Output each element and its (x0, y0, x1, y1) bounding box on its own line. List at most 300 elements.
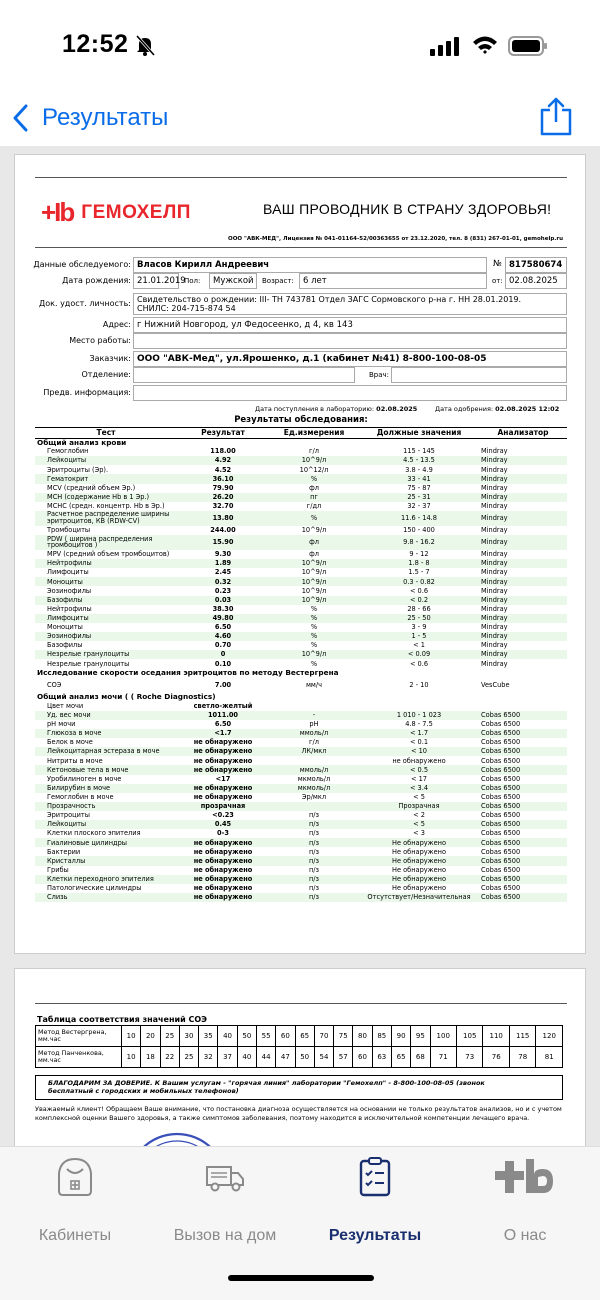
result-value: 0.45 (177, 820, 269, 829)
analyzer: Cobas 6500 (479, 765, 567, 774)
analyzer: Mindray (479, 650, 567, 659)
reference-range: Не обнаружено (359, 875, 479, 884)
analyzer: Cobas 6500 (479, 747, 567, 756)
result-value: 7.00 (214, 680, 232, 689)
license-line: ООО "АВК-МЕД", Лицензия № 041-01164-52/00363655 от 23.12.2020, тел. 8 (831) 267-01-01, gemohelp.ru (228, 236, 563, 242)
westergren-value: 10 (122, 1026, 141, 1047)
results-row (35, 586, 567, 595)
field-customer (35, 351, 567, 367)
work-value (133, 333, 567, 349)
reference-range: 4.5 - 13.5 (359, 456, 479, 465)
results-title: Результаты обследования: (234, 415, 368, 425)
result-value: 9.30 (214, 550, 232, 559)
analyzer: Mindray (479, 456, 567, 465)
address-label: Адрес: (102, 320, 131, 329)
result-value: 1.89 (177, 559, 269, 568)
results-row (35, 711, 567, 720)
unit: г/дл (306, 502, 322, 511)
westergren-value: 75 (334, 1026, 353, 1047)
test-name: Нейтрофилы (35, 559, 177, 568)
results-table (35, 427, 567, 902)
test-name: Гиалиновые цилиндры (35, 838, 177, 847)
results-section-row (35, 668, 567, 677)
results-row (35, 526, 567, 535)
reference-range: < 2 (413, 811, 425, 820)
panchenkov-value: 78 (509, 1047, 535, 1068)
analyzer: Mindray (481, 465, 508, 474)
reference-range: Не обнаружено (359, 856, 479, 865)
results-row (35, 802, 567, 811)
reference-range: < 0.6 (409, 586, 429, 595)
panchenkov-value: 57 (334, 1047, 353, 1068)
results-row (35, 659, 567, 668)
thanks-line-2: бесплатный с городских и мобильных телефонов) (48, 1087, 239, 1096)
unit: % (310, 641, 318, 650)
panchenkov-value: 50 (295, 1047, 314, 1068)
results-section-row (35, 438, 567, 447)
unit: 10^9/л (269, 456, 359, 465)
field-work (35, 333, 567, 349)
results-row (35, 747, 567, 756)
result-value: 38.30 (212, 604, 234, 613)
analyzer: Mindray (479, 632, 567, 641)
unit: % (310, 623, 318, 632)
unit: % (310, 659, 318, 668)
result-value: не обнаружено (193, 847, 253, 856)
results-row (35, 474, 567, 483)
unit: - (269, 711, 359, 720)
unit: мкмоль/л (297, 774, 331, 783)
test-name: Лимфоциты (35, 614, 177, 623)
analyzer: Cobas 6500 (479, 820, 567, 829)
section-title: Общий анализ крови (35, 438, 567, 447)
test-name: Моноциты (47, 623, 83, 632)
reference-range: < 0.5 (359, 765, 479, 774)
from-label: от: (492, 277, 503, 285)
home-indicator[interactable] (228, 1275, 374, 1281)
test-name: Эритроциты (47, 811, 90, 820)
unit: 10^12/л (299, 465, 329, 474)
reference-range: Не обнаружено (392, 865, 446, 874)
reference-range: Прозрачная (359, 802, 479, 811)
results-row (35, 456, 567, 465)
result-value: 26.20 (177, 493, 269, 502)
test-name: PDW ( ширина распределения тромбоцитов ) (35, 535, 177, 550)
reference-range: 11.6 - 14.8 (359, 511, 479, 526)
results-row (35, 875, 567, 884)
test-name: MCV (средний объем Эр.) (47, 483, 136, 492)
test-name: pH мочи (47, 720, 76, 729)
field-document (35, 293, 567, 315)
analyzer: Cobas 6500 (479, 784, 567, 793)
result-value: 118.00 (210, 447, 236, 456)
results-row (35, 550, 567, 559)
test-name: Кетоновые тела в моче (35, 765, 177, 774)
reference-range: 3 - 9 (411, 623, 427, 632)
panchenkov-value: 60 (353, 1047, 372, 1068)
result-value: 49.80 (177, 614, 269, 623)
received-date (255, 405, 417, 413)
test-name: Клетки переходного эпителия (35, 875, 177, 884)
unit: п/з (269, 838, 359, 847)
unit: 10^9/л (269, 596, 359, 605)
unit: пг (269, 493, 359, 502)
analyzer: Mindray (481, 604, 508, 613)
tab-about[interactable] (450, 1147, 600, 1247)
reference-range: 9 - 12 (409, 550, 429, 559)
unit: % (269, 614, 359, 623)
analyzer: Cobas 6500 (479, 711, 567, 720)
reference-range: не обнаружено (392, 756, 446, 765)
doc-line-2: СНИЛС: 204-715-874 54 (137, 304, 236, 313)
tab-results[interactable] (300, 1147, 450, 1247)
westergren-value: 50 (237, 1026, 256, 1047)
result-value: не обнаружено (193, 756, 253, 765)
test-name: Гемоглобин в моче (47, 792, 114, 801)
results-row (35, 820, 567, 829)
tab-results-label: Результаты (328, 1227, 422, 1244)
panchenkov-row (36, 1047, 563, 1068)
back-label: Результаты (42, 104, 169, 131)
analyzer: Mindray (479, 614, 567, 623)
unit: 10^9/л (301, 586, 327, 595)
results-row (35, 893, 567, 902)
result-value: 0.70 (214, 641, 232, 650)
test-name: Глюкоза в моче (35, 729, 177, 738)
results-column-header: Должные значения (359, 428, 479, 439)
tab-cabinets[interactable] (0, 1147, 150, 1247)
sex-value: Мужской (209, 273, 257, 289)
analyzer: Cobas 6500 (479, 838, 567, 847)
unit: мм/ч (305, 680, 323, 689)
unit: фл (309, 550, 319, 559)
reference-range: 4.8 - 7.5 (405, 720, 433, 729)
test-name: Эритроциты (Эр). (47, 465, 109, 474)
number-value: 817580674 (505, 257, 567, 273)
results-row (35, 484, 567, 493)
test-name: Слизь (35, 893, 177, 902)
analyzer: Cobas 6500 (479, 729, 567, 738)
received-value: 02.08.2025 (376, 405, 418, 413)
result-value: 36.10 (177, 474, 269, 483)
result-value: светло-желтый (193, 701, 253, 710)
test-name: Базофилы (35, 596, 177, 605)
unit: п/з (308, 811, 320, 820)
patient-value: Власов Кирилл Андреевич (133, 257, 487, 273)
result-value: не обнаружено (193, 884, 253, 893)
unit: ммоль/л (269, 729, 359, 738)
reference-range: 150 - 400 (403, 526, 435, 535)
tab-about-label: О нас (503, 1227, 547, 1244)
test-name: Лейкоциты (35, 820, 177, 829)
unit: п/з (308, 847, 320, 856)
result-value: не обнаружено (193, 792, 253, 801)
result-value: 15.90 (177, 535, 269, 550)
results-row (35, 511, 567, 526)
unit: 10^9/л (269, 559, 359, 568)
result-value: 0.23 (214, 586, 232, 595)
wifi-icon (472, 34, 498, 56)
doctor-label: Врач: (369, 371, 390, 379)
result-value: не обнаружено (177, 856, 269, 865)
westergren-value: 90 (391, 1026, 410, 1047)
reference-range: < 1.7 (359, 729, 479, 738)
customer-label: Заказчик: (89, 354, 131, 363)
back-button[interactable] (12, 100, 168, 136)
reference-range: < 0.2 (359, 596, 479, 605)
results-row (35, 535, 567, 550)
header-rule (35, 247, 567, 248)
test-name: Эозинофилы (47, 586, 92, 595)
westergren-value: 25 (160, 1026, 179, 1047)
reference-range: 2 - 10 (409, 680, 429, 689)
results-row (35, 678, 567, 693)
from-value: 02.08.2025 (505, 273, 567, 289)
field-address (35, 317, 567, 333)
field-dob (35, 273, 567, 289)
results-row (35, 605, 567, 614)
analyzer: Mindray (481, 623, 508, 632)
test-name: СОЭ (47, 680, 62, 689)
result-value: <17 (215, 774, 231, 783)
test-name: Незрелые гранулоциты (47, 659, 130, 668)
test-name: Прозрачность (35, 802, 177, 811)
reference-range: 33 - 41 (359, 474, 479, 483)
unit: ЛК/мкл (269, 747, 359, 756)
westergren-value: 20 (141, 1026, 160, 1047)
analyzer: Cobas 6500 (479, 802, 567, 811)
panchenkov-value: 54 (314, 1047, 333, 1068)
department-value (133, 367, 355, 383)
number-label: № (490, 257, 505, 273)
result-value: 0.32 (177, 577, 269, 586)
soe-table-title: Таблица соответствия значений СОЭ (37, 1015, 208, 1024)
unit: п/з (269, 893, 359, 902)
results-row (35, 447, 567, 456)
tab-home-visit[interactable] (150, 1147, 300, 1247)
reference-range: Не обнаружено (392, 847, 446, 856)
slogan: ВАШ ПРОВОДНИК В СТРАНУ ЗДОРОВЬЯ! (263, 201, 552, 217)
page2-rule (35, 1003, 567, 1004)
westergren-value: 35 (199, 1026, 218, 1047)
result-value: 4.52 (214, 465, 232, 474)
analyzer: Mindray (481, 659, 508, 668)
report-page-2 (14, 968, 586, 1168)
panchenkov-value: 76 (483, 1047, 509, 1068)
panchenkov-value: 47 (276, 1047, 295, 1068)
results-row (35, 632, 567, 641)
westergren-value: 55 (256, 1026, 275, 1047)
westergren-value: 40 (218, 1026, 237, 1047)
reference-range: < 5 (413, 792, 425, 801)
unit: % (269, 474, 359, 483)
reference-range: < 3.4 (359, 784, 479, 793)
result-value: 2.45 (214, 568, 232, 577)
westergren-value: 110 (483, 1026, 509, 1047)
test-name: Цвет мочи (47, 701, 84, 710)
age-label: Возраст: (262, 277, 294, 285)
brand-name-b: ХЕЛП (136, 201, 191, 223)
analyzer: Mindray (479, 474, 567, 483)
test-name: Билирубин в моче (35, 784, 177, 793)
report-page-1 (14, 154, 586, 954)
unit: фл (309, 483, 319, 492)
analyzer: Cobas 6500 (481, 792, 521, 801)
prev-info-value (133, 385, 567, 401)
results-row (35, 847, 567, 856)
share-icon[interactable] (538, 96, 574, 136)
results-row (35, 756, 567, 765)
reference-range: 1 010 - 1 023 (359, 711, 479, 720)
results-row (35, 702, 567, 711)
result-value: не обнаружено (193, 738, 253, 747)
result-value: не обнаружено (177, 875, 269, 884)
panchenkov-value: 71 (430, 1047, 456, 1068)
test-name: Лимфоциты (47, 568, 89, 577)
results-row (35, 493, 567, 502)
test-name: Клетки плоского эпителия (47, 829, 141, 838)
unit: мкмоль/л (269, 784, 359, 793)
analyzer: Cobas 6500 (481, 847, 521, 856)
test-name: Лейкоциты (35, 456, 177, 465)
unit: 10^9/л (301, 526, 327, 535)
results-row (35, 623, 567, 632)
reference-range: < 5 (359, 820, 479, 829)
panchenkov-value: 65 (391, 1047, 410, 1068)
westergren-label: Метод Вестергрена, мм.час (36, 1026, 122, 1047)
customer-value: ООО "АВК-Мед", ул.Ярошенко, д.1 (кабинет №41) 8-800-100-08-05 (133, 351, 567, 367)
doc-line-1: Свидетельство о рождении: III- ТН 743781 Отдел ЗАГС Сормовского р-на г. НН 28.01.2019. (137, 295, 522, 304)
age-value: 6 лет (299, 273, 487, 289)
panchenkov-value: 32 (199, 1047, 218, 1068)
westergren-value: 60 (276, 1026, 295, 1047)
reference-range: 0.3 - 0.82 (359, 577, 479, 586)
reference-range: 25 - 31 (359, 493, 479, 502)
panchenkov-value: 44 (256, 1047, 275, 1068)
analyzer: Cobas 6500 (479, 875, 567, 884)
analyzer: Cobas 6500 (481, 738, 521, 747)
result-value: прозрачная (177, 802, 269, 811)
panchenkov-value: 73 (456, 1047, 482, 1068)
document-viewer[interactable] (0, 146, 600, 1146)
test-name: Грибы (47, 865, 69, 874)
results-row (35, 811, 567, 820)
test-name: Кристаллы (35, 856, 177, 865)
unit: Эр/мкл (301, 792, 327, 801)
results-column-header: Ед.измерения (269, 428, 359, 439)
results-row (35, 829, 567, 838)
result-value: не обнаружено (177, 784, 269, 793)
panchenkov-label: Метод Панченкова, мм.час (36, 1047, 122, 1068)
reference-range: Не обнаружено (392, 884, 446, 893)
analyzer: Cobas 6500 (481, 774, 521, 783)
address-value: г Нижний Новгород, ул Федосеенко, д 4, кв 143 (133, 317, 567, 333)
reference-range: 3.8 - 4.9 (405, 465, 433, 474)
dob-value: 21.01.2019 (133, 273, 179, 289)
received-label: Дата поступления в лабораторию: (255, 405, 375, 413)
sex-label: Пол: (184, 277, 201, 285)
test-name: Гематокрит (35, 474, 177, 483)
result-value: не обнаружено (177, 893, 269, 902)
result-value: 79.90 (212, 483, 234, 492)
unit (269, 702, 359, 711)
gemohelp-mark-icon: +Ib (41, 197, 74, 227)
unit: п/з (308, 884, 320, 893)
reference-range: 115 - 145 (403, 447, 435, 456)
unit: фл (269, 535, 359, 550)
westergren-value: 120 (536, 1026, 563, 1047)
results-row (35, 838, 567, 847)
reference-range: 75 - 87 (407, 483, 431, 492)
analyzer: Cobas 6500 (479, 856, 567, 865)
result-value: 4.92 (177, 456, 269, 465)
analyzer: Cobas 6500 (481, 720, 521, 729)
analyzer: Cobas 6500 (481, 811, 521, 820)
unit: ммоль/л (269, 765, 359, 774)
approved-date (435, 405, 559, 413)
patient-label: Данные обследуемого: (33, 260, 131, 269)
westergren-value: 95 (411, 1026, 430, 1047)
tab-cabinets-label: Кабинеты (38, 1227, 112, 1244)
soe-table (35, 1025, 563, 1068)
truck-icon (203, 1155, 247, 1199)
result-value: не обнаружено (177, 838, 269, 847)
reference-range (359, 702, 479, 711)
reference-range: < 0.09 (359, 650, 479, 659)
unit: % (269, 511, 359, 526)
results-row (35, 650, 567, 659)
analyzer: Cobas 6500 (481, 756, 521, 765)
westergren-value: 85 (372, 1026, 391, 1047)
westergren-value: 65 (295, 1026, 314, 1047)
reference-range: < 0.1 (409, 738, 429, 747)
result-value: не обнаружено (177, 747, 269, 756)
reference-range: Отсутствует/Незначительная (359, 893, 479, 902)
gemohelp-logo (41, 197, 191, 228)
reference-range: 1.5 - 7 (408, 568, 430, 577)
results-row (35, 884, 567, 893)
results-row (35, 465, 567, 474)
field-patient (35, 257, 567, 273)
test-name: MCH (содержание Hb в 1 Эр.) (35, 493, 177, 502)
reference-range: < 17 (410, 774, 427, 783)
analyzer: Mindray (479, 577, 567, 586)
analyzer: Mindray (481, 641, 508, 650)
unit: г/л (309, 447, 319, 456)
results-header-row (35, 428, 567, 439)
dob-label: Дата рождения: (62, 276, 131, 285)
test-name: Тромбоциты (47, 526, 91, 535)
test-name: Моноциты (35, 577, 177, 586)
analyzer: Cobas 6500 (481, 884, 521, 893)
analyzer: Mindray (481, 483, 508, 492)
approved-value: 02.08.2025 12:02 (495, 405, 560, 413)
results-clipboard-icon (353, 1155, 397, 1199)
results-row (35, 641, 567, 650)
results-column-header: Результат (177, 428, 269, 439)
westergren-value: 30 (179, 1026, 198, 1047)
results-column-header: Тест (35, 428, 177, 439)
analyzer: Cobas 6500 (481, 865, 521, 874)
panchenkov-value: 25 (179, 1047, 198, 1068)
analyzer: VesCube (481, 680, 510, 689)
brand-name-a: ГЕМО (81, 201, 137, 223)
test-name: Гемоглобин (47, 447, 89, 456)
analyzer: Mindray (481, 550, 508, 559)
result-value: <0.23 (212, 811, 234, 820)
analyzer: Cobas 6500 (479, 893, 567, 902)
westergren-value: 100 (430, 1026, 456, 1047)
